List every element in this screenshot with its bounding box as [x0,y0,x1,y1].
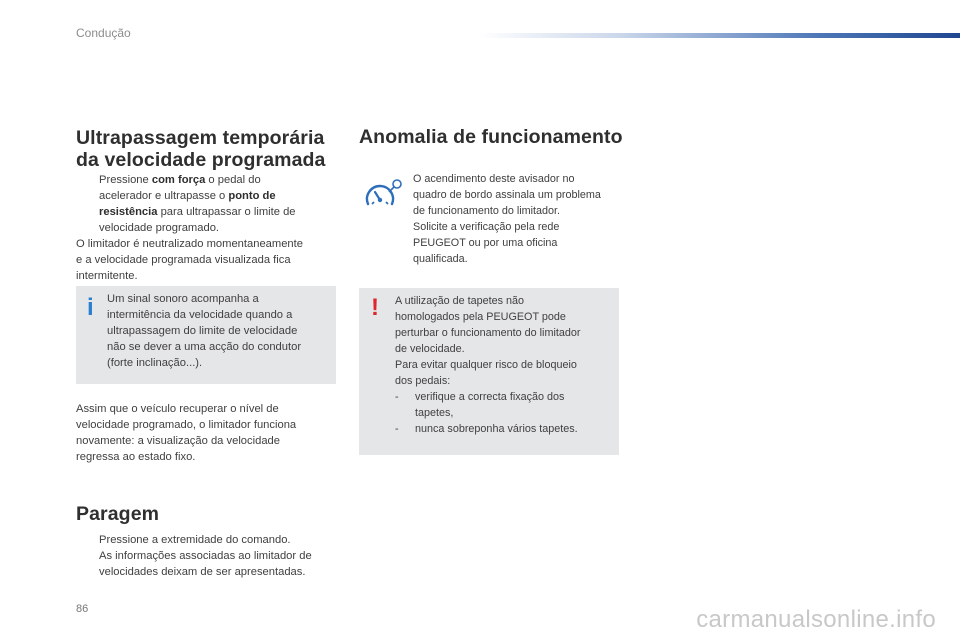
text-line: As informações associadas ao limitador de [99,550,312,562]
text-line: Solicite a verificação pela rede [413,221,560,233]
text-line: Um sinal sonoro acompanha a [107,293,259,305]
text-line: de funcionamento do limitador. [413,205,561,217]
list-item [395,389,615,405]
info-icon: i [87,294,94,321]
text-line: homologados pela PEUGEOT pode [395,311,566,323]
text-line: verifique a correcta fixação dos [415,391,565,403]
step-text-part: para ultrapassar o limite de [157,206,296,218]
text-line: ultrapassagem do limite de velocidade [107,325,298,337]
text-line: e a velocidade programada visualizada fica [76,254,291,266]
list-item [395,421,615,437]
speed-limiter-warning-icon [363,178,405,212]
text-line: velocidade programado, o limitador funciona [76,419,297,431]
text-line: qualificada. [413,253,468,265]
text-line: Para evitar qualquer risco de bloqueio [395,359,577,371]
step-text-part: acelerador e ultrapasse o [99,190,229,202]
text-line: O limitador é neutralizado momentaneamente [76,238,303,250]
step-text-part: velocidade programado. [99,222,220,234]
text-line: intermitente. [76,270,138,282]
text-line: velocidades deixam de ser apresentadas. [99,566,306,578]
dash: - [395,391,399,403]
text-line: quadro de bordo assinala um problema [413,189,601,201]
text-line: dos pedais: [395,375,451,387]
text-line: regressa ao estado fixo. [76,451,196,463]
text-line: de velocidade. [395,343,465,355]
step-bold: com força [151,174,206,186]
step-text [99,172,339,236]
step-text-part: o pedal do [205,174,261,186]
text-line: tapetes, [415,407,454,419]
paragraph-neutralized [76,236,346,284]
step-bold: ponto de [228,190,276,202]
warning-text [395,293,615,437]
header-bar [478,33,960,38]
title-malfunction: Anomalia de funcionamento [359,126,623,148]
title-line: da velocidade programada [76,149,326,171]
step-bold: resistência [99,206,158,218]
page-number: 86 [76,603,89,615]
title-paragem: Paragem [76,503,160,525]
paragraph-recovery [76,401,346,465]
step-text-part: Pressione [99,174,152,186]
section-label: Condução [76,26,131,40]
title-line: Ultrapassagem temporária [76,127,325,149]
text-line: Assim que o veículo recuperar o nível de [76,403,279,415]
text-line: perturbar o funcionamento do limitador [395,327,581,339]
text-line: O acendimento deste avisador no [413,173,575,185]
text-line: A utilização de tapetes não [395,295,525,307]
text-line: (forte inclinação...). [107,357,203,369]
text-line: Pressione a extremidade do comando. [99,534,291,546]
text-line: não se dever a uma acção do condutor [107,341,302,353]
text-line: novamente: a visualização da velocidade [76,435,280,447]
text-line: PEUGEOT ou por uma oficina [413,237,558,249]
text-line: nunca sobreponha vários tapetes. [415,423,578,435]
watermark: carmanualsonline.info [696,606,936,633]
malfunction-description [413,171,625,267]
info-text [107,291,332,371]
paragem-text [99,532,344,580]
dash: - [395,423,399,435]
text-line: intermitência da velocidade quando a [107,309,293,321]
title-overtaking [76,127,325,171]
warning-icon: ! [371,294,379,321]
